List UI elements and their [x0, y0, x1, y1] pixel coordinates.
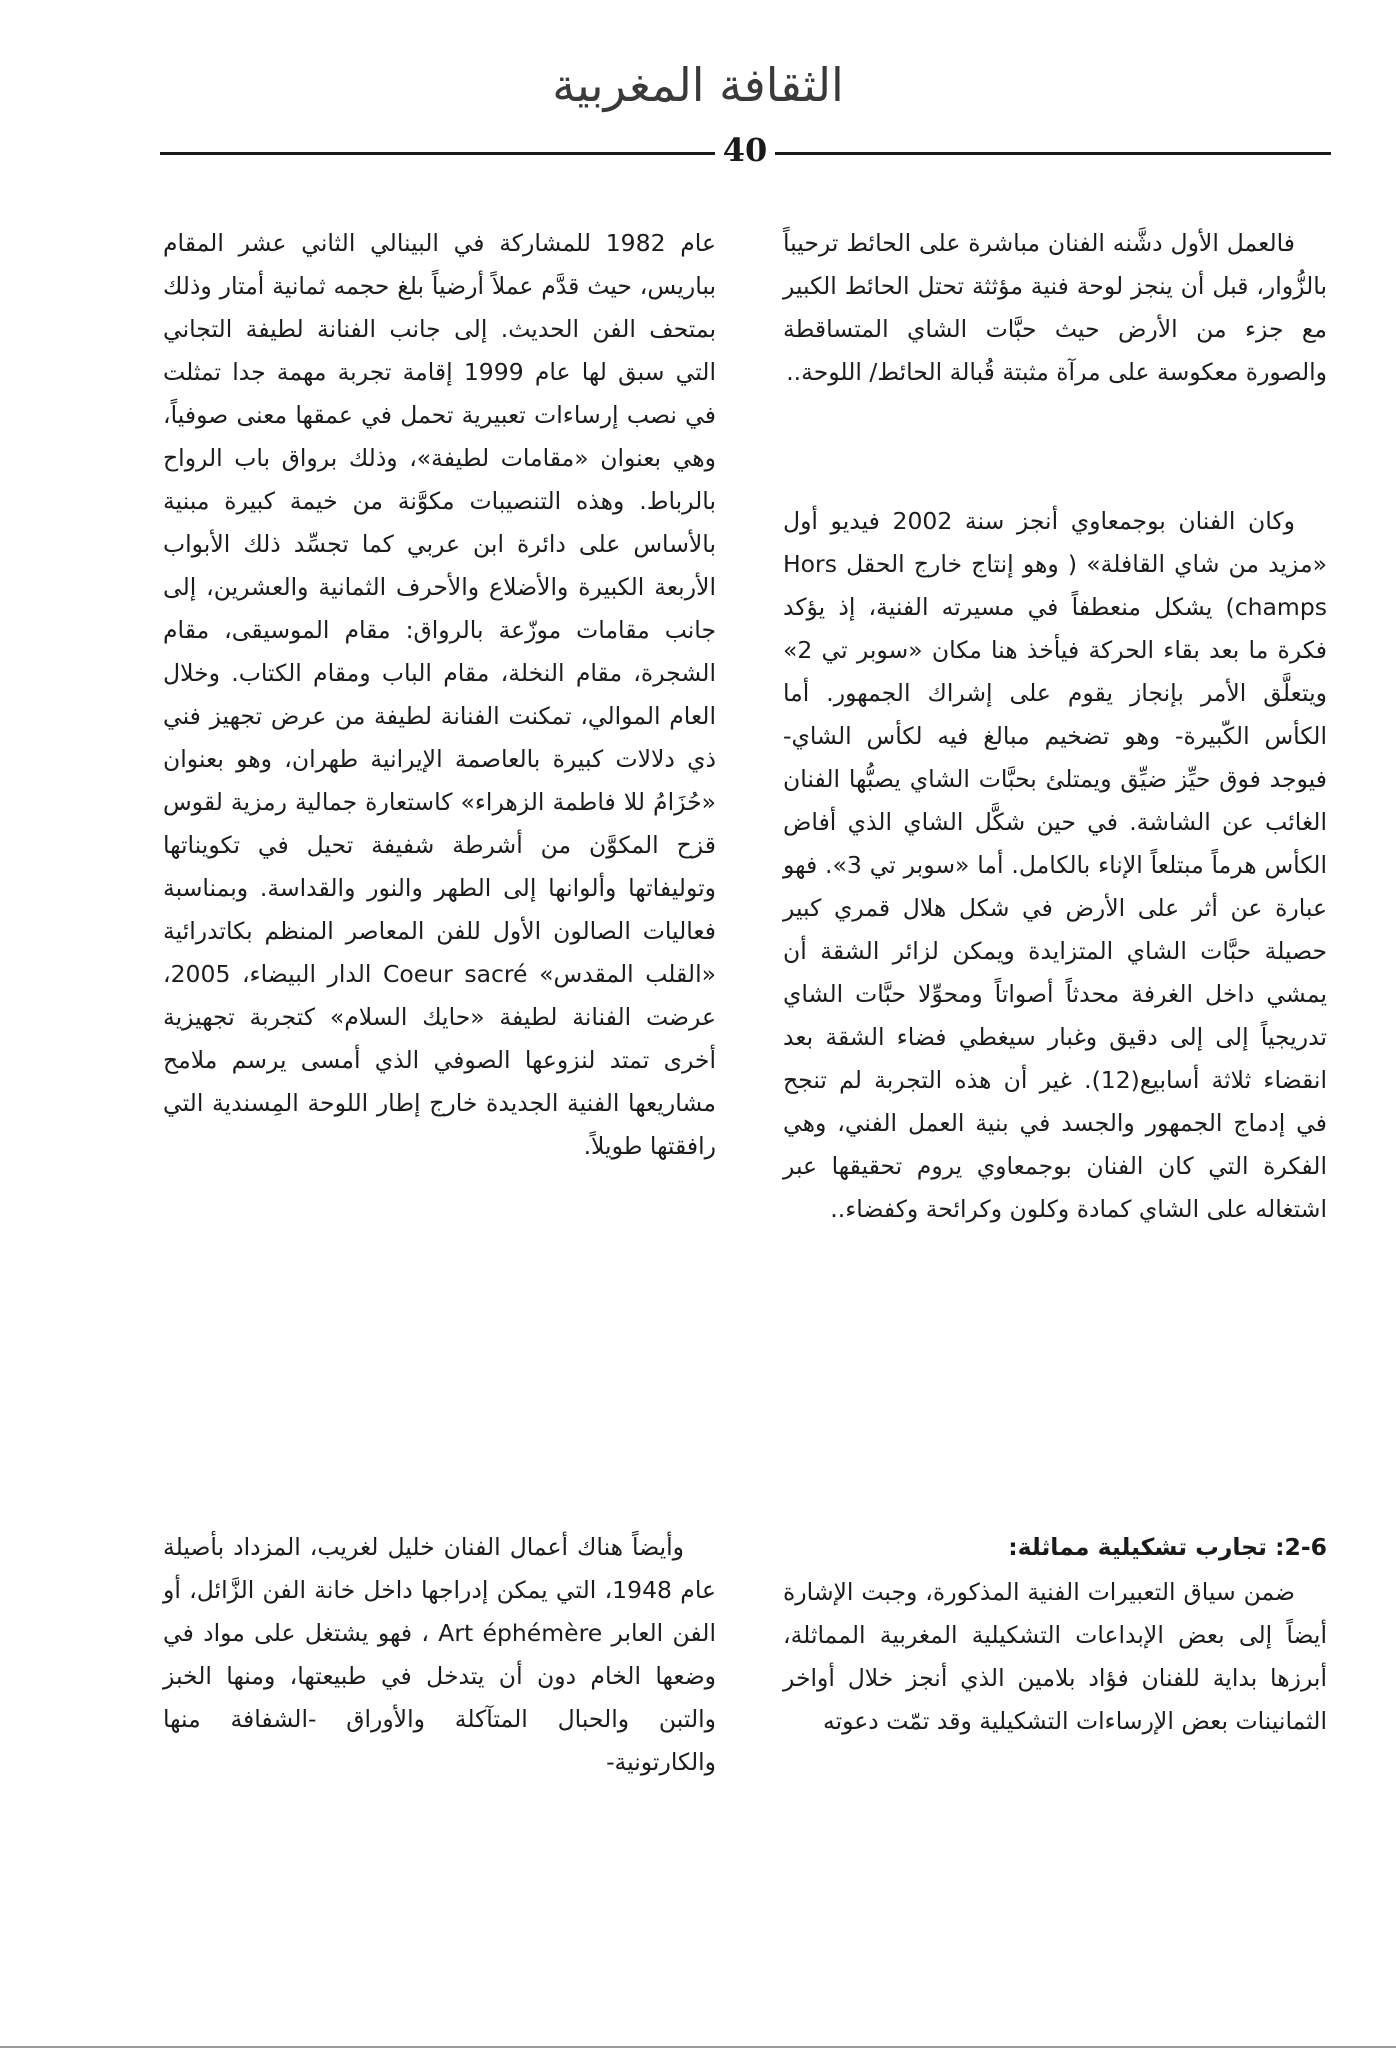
header-rule-right	[775, 152, 1331, 155]
left-column-paragraph-1	[163, 222, 716, 1168]
paragraph-text: وكان الفنان بوجمعاوي أنجز سنة 2002 فيديو أول «مزيد من شاي القافلة» ( وهو إنتاج خارج الحقل Hors champs) يشكل منعطفاً في مسيرته الفنية، إذ يؤكد فكرة ما بعد بقاء الحركة فيأخذ هنا مكان «سوبر تي 2» ويتعلَّق الأمر بإنجاز يقوم على إشراك الجمهور. أما الكأس الكّبيرة- وهو تضخيم مبالغ فيه لكأس الشاي- فيوجد فوق حيِّز ضيِّق ويمتلئ بحبَّات الشاي يصبُّها الفنان الغائب عن الشاشة. في حين شكَّل الشاي الذي أفاض الكأس هرماً مبتلعاً الإناء بالكامل. أما «سوبر تي 3». فهو عبارة عن أثر على الأرض في شكل هلال قمري كبير حصيلة حبَّات الشاي المتزايدة ويمكن لزائر الشقة أن يمشي داخل الغرفة محدثاً أصواتاً ومحوِّلا حبَّات الشاي تدريجياً إلى إلى دقيق وغبار سيغطي فضاء الشقة بعد انقضاء ثلاثة أسابيع(12). غير أن هذه التجربة لم تنجح في إدماج الجمهور والجسد في بنية العمل الفني، وهي الفكرة التي كان الفنان بوجمعاوي يروم تحقيقها عبر اشتغاله على الشاي كمادة وكلون وكرائحة وكفضاء..	[783, 507, 1327, 1223]
section-heading: 2-6: تجارب تشكيلية مماثلة:	[1008, 1533, 1327, 1561]
right-column-paragraph-1	[783, 222, 1327, 394]
left-column-paragraph-2	[163, 1526, 716, 1784]
right-column-paragraph-2	[783, 500, 1327, 1231]
paragraph-text: عام 1982 للمشاركة في البينالي الثاني عشر المقام بباريس، حيث قدَّم عملاً أرضياً بلغ حجمه ثمانية أمتار وذلك بمتحف الفن الحديث. إلى جانب الفنانة لطيفة التجاني التي سبق لها عام 1999 إقامة تجربة مهمة جدا تمثلت في نصب إرساءات تعبيرية تحمل في عمقها معنى صوفياً، وهي بعنوان «مقامات لطيفة»، وذلك برواق باب الرواح بالرباط. وهذه التنصيبات مكوَّنة من خيمة كبيرة مبنية بالأساس على دائرة ابن عربي كما تجسِّد ذلك الأبواب الأربعة الكبيرة والأضلاع والأحرف الثمانية والعشرين، إلى جانب مقامات موزّعة بالرواق: مقام الموسيقى، مقام الشجرة، مقام النخلة، مقام الباب ومقام الكتاب. وخلال العام الموالي، تمكنت الفنانة لطيفة من عرض تجهيز فني ذي دلالات كبيرة بالعاصمة الإيرانية طهران، وهو بعنوان «حُزَامُ للا فاطمة الزهراء» كاستعارة جمالية رمزية لقوس قزح المكوَّن من أشرطة شفيفة تحيل في تكويناتها وتوليفاتها وألوانها إلى الطهر والنور والقداسة. وبمناسبة فعاليات الصالون الأول للفن المعاصر المنظم بكاتدرائية «القلب المقدس» Coeur sacré الدار البيضاء، 2005، عرضت الفنانة لطيفة «حايك السلام» كتجربة تجهيزية أخرى تمتد لنزوعها الصوفي الذي أمسى يرسم ملامح مشاريعها الفنية الجديدة خارج إطار اللوحة المِسندية التي رافقتها طويلاً.	[163, 229, 716, 1160]
journal-title: الثقافة المغربية	[552, 58, 844, 112]
paragraph-text: فالعمل الأول دشَّنه الفنان مباشرة على الحائط ترحيباً بالزُّوار، قبل أن ينجز لوحة فنية مؤثثة تحتل الحائط الكبير مع جزء من الأرض حيث حبَّات الشاي المتساقطة والصورة معكوسة على مرآة مثبتة قُبالة الحائط/ اللوحة..	[783, 229, 1327, 386]
paragraph-text: ضمن سياق التعبيرات الفنية المذكورة، وجبت الإشارة أيضاً إلى بعض الإبداعات التشكيلية المغربية المماثلة، أبرزها بداية للفنان فؤاد بلامين الذي أنجز خلال أواخر الثمانينات بعض الإرساءات التشكيلية وقد تمّت دعوته	[783, 1578, 1327, 1735]
paragraph-text: وأيضاً هناك أعمال الفنان خليل لغريب، المزداد بأصيلة عام 1948، التي يمكن إدراجها داخل خانة الفن الزَّائل، أو الفن العابر Art éphémère ، فهو يشتغل على مواد في وضعها الخام دون أن يتدخل في طبيعتها، ومنها الخبز والتبن والحبال المتآكلة والأوراق -الشفافة منها والكارتونية-	[163, 1533, 716, 1776]
page-bottom-edge	[0, 2046, 1396, 2048]
right-column-paragraph-3	[783, 1571, 1327, 1743]
page-number: 40	[722, 131, 768, 169]
header-rule-left	[160, 152, 715, 155]
